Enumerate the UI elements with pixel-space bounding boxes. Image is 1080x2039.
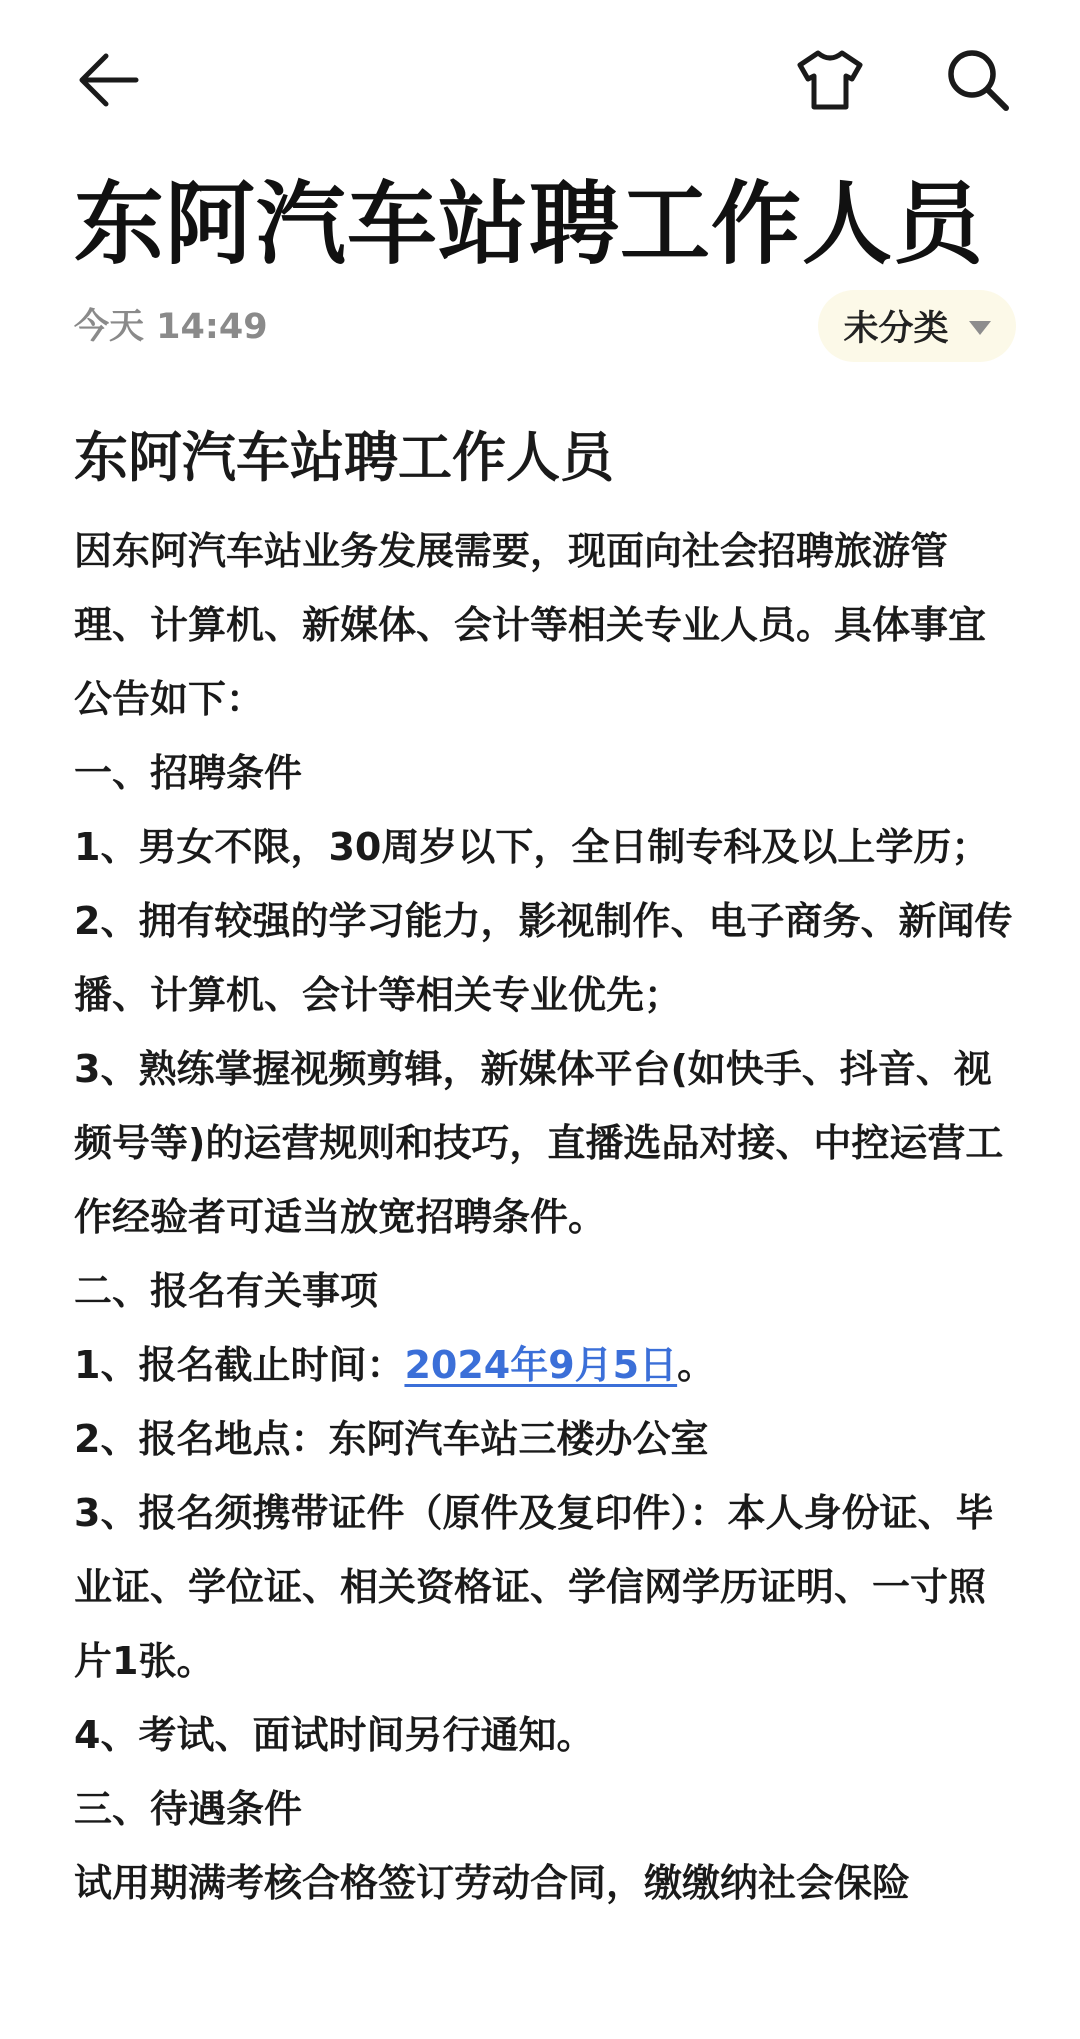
body-paragraph: 3、报名须携带证件（原件及复印件）：本人身份证、毕业证、学位证、相关资格证、学信网学历证明、一寸照片1张。 bbox=[74, 1491, 994, 1683]
theme-button[interactable] bbox=[790, 40, 870, 120]
category-label: 未分类 bbox=[843, 309, 949, 349]
deadline-line bbox=[74, 1328, 1014, 1402]
note-body[interactable] bbox=[74, 416, 1014, 1920]
search-button[interactable] bbox=[938, 40, 1018, 120]
section-heading: 三、待遇条件 bbox=[74, 1787, 303, 1831]
category-dropdown[interactable] bbox=[818, 290, 1016, 362]
arrow-left-icon bbox=[76, 52, 140, 108]
note-title[interactable]: 东阿汽车站聘工作人员 bbox=[74, 172, 984, 277]
body-paragraph: 2、报名地点：东阿汽车站三楼办公室 bbox=[74, 1417, 709, 1461]
deadline-suffix: 。 bbox=[677, 1343, 716, 1387]
tshirt-icon bbox=[796, 49, 864, 111]
section-heading: 一、招聘条件 bbox=[74, 751, 303, 795]
body-paragraph: 1、男女不限，30周岁以下，全日制专科及以上学历； bbox=[74, 825, 990, 869]
section-heading: 二、报名有关事项 bbox=[74, 1269, 379, 1313]
deadline-prefix: 1、报名截止时间： bbox=[74, 1343, 405, 1387]
body-paragraph: 2、拥有较强的学习能力，影视制作、电子商务、新闻传播、计算机、会计等相关专业优先； bbox=[74, 899, 1013, 1017]
body-heading: 东阿汽车站聘工作人员 bbox=[74, 426, 614, 489]
body-paragraph: 3、熟练掌握视频剪辑，新媒体平台(如快手、抖音、视频号等)的运营规则和技巧，直播选品对接、中控运营工作经验者可适当放宽招聘条件。 bbox=[74, 1047, 1004, 1239]
body-paragraph: 因东阿汽车站业务发展需要，现面向社会招聘旅游管理、计算机、新媒体、会计等相关专业人员。具体事宜公告如下： bbox=[74, 529, 987, 721]
top-toolbar bbox=[0, 0, 1080, 160]
note-date: 今天 14:49 bbox=[74, 307, 268, 347]
body-paragraph: 4、考试、面试时间另行通知。 bbox=[74, 1713, 595, 1757]
chevron-down-icon bbox=[969, 321, 991, 335]
back-button[interactable] bbox=[68, 40, 148, 120]
search-icon bbox=[945, 47, 1011, 113]
body-paragraph: 试用期满考核合格签订劳动合同，缴缴纳社会保险 bbox=[74, 1861, 911, 1905]
deadline-date-link[interactable]: 2024年9月5日 bbox=[404, 1343, 678, 1387]
